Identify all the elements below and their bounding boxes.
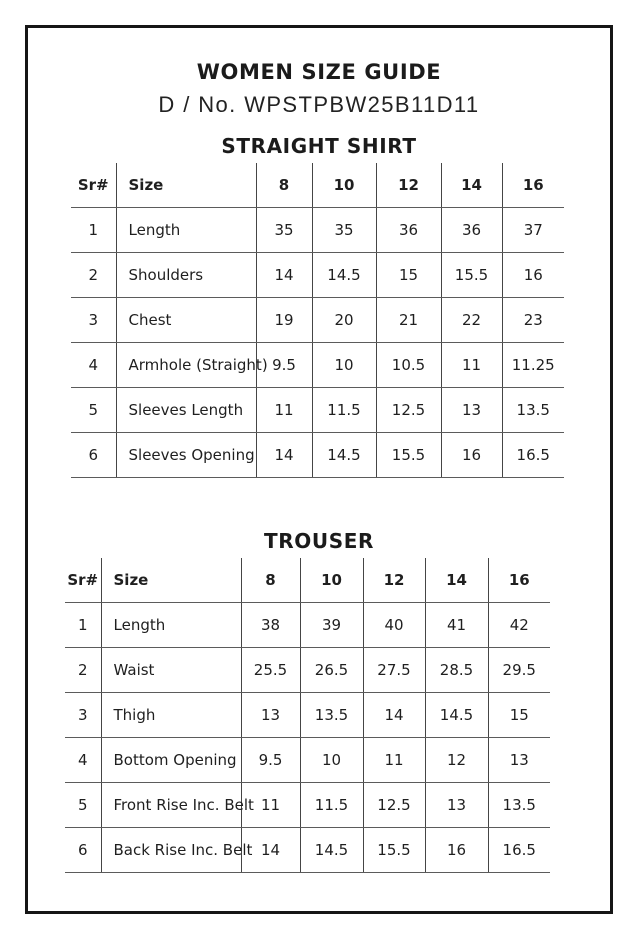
measurement-label-cell: Bottom Opening bbox=[101, 738, 241, 783]
value-cell: 14.5 bbox=[312, 433, 376, 478]
value-cell: 12 bbox=[425, 738, 488, 783]
value-cell: 15 bbox=[488, 693, 550, 738]
value-cell: 16 bbox=[502, 253, 564, 298]
column-header: 8 bbox=[256, 163, 312, 208]
table-row bbox=[71, 388, 564, 433]
column-header: 16 bbox=[488, 558, 550, 603]
value-cell: 14.5 bbox=[312, 253, 376, 298]
header-row bbox=[65, 558, 550, 603]
sr-cell: 4 bbox=[65, 738, 101, 783]
sr-cell: 2 bbox=[71, 253, 116, 298]
value-cell: 20 bbox=[312, 298, 376, 343]
value-cell: 12.5 bbox=[363, 783, 425, 828]
value-cell: 25.5 bbox=[241, 648, 300, 693]
value-cell: 27.5 bbox=[363, 648, 425, 693]
straight-shirt-size-table bbox=[71, 163, 564, 478]
value-cell: 9.5 bbox=[241, 738, 300, 783]
column-header: 14 bbox=[441, 163, 502, 208]
value-cell: 11.5 bbox=[300, 783, 363, 828]
value-cell: 16 bbox=[441, 433, 502, 478]
column-header: 14 bbox=[425, 558, 488, 603]
value-cell: 40 bbox=[363, 603, 425, 648]
value-cell: 10.5 bbox=[376, 343, 441, 388]
value-cell: 19 bbox=[256, 298, 312, 343]
value-cell: 28.5 bbox=[425, 648, 488, 693]
value-cell: 11 bbox=[363, 738, 425, 783]
value-cell: 13 bbox=[241, 693, 300, 738]
value-cell: 14 bbox=[363, 693, 425, 738]
column-header: Size bbox=[116, 163, 256, 208]
sr-cell: 5 bbox=[65, 783, 101, 828]
value-cell: 15.5 bbox=[363, 828, 425, 873]
value-cell: 16 bbox=[425, 828, 488, 873]
value-cell: 13.5 bbox=[488, 783, 550, 828]
measurement-label-cell: Front Rise Inc. Belt bbox=[101, 783, 241, 828]
value-cell: 13.5 bbox=[502, 388, 564, 433]
sr-cell: 4 bbox=[71, 343, 116, 388]
table-row bbox=[65, 693, 550, 738]
value-cell: 21 bbox=[376, 298, 441, 343]
table-row bbox=[65, 603, 550, 648]
value-cell: 15.5 bbox=[441, 253, 502, 298]
page-frame bbox=[25, 25, 613, 914]
measurement-label-cell: Thigh bbox=[101, 693, 241, 738]
sr-cell: 6 bbox=[65, 828, 101, 873]
table-row bbox=[65, 783, 550, 828]
measurement-label-cell: Chest bbox=[116, 298, 256, 343]
measurement-label-cell: Sleeves Opening bbox=[116, 433, 256, 478]
measurement-label-cell: Armhole (Straight) bbox=[116, 343, 256, 388]
sr-cell: 6 bbox=[71, 433, 116, 478]
header-row bbox=[71, 163, 564, 208]
value-cell: 37 bbox=[502, 208, 564, 253]
value-cell: 11.25 bbox=[502, 343, 564, 388]
measurement-label-cell: Sleeves Length bbox=[116, 388, 256, 433]
table-row bbox=[71, 298, 564, 343]
value-cell: 10 bbox=[312, 343, 376, 388]
value-cell: 35 bbox=[256, 208, 312, 253]
value-cell: 38 bbox=[241, 603, 300, 648]
value-cell: 22 bbox=[441, 298, 502, 343]
measurement-label-cell: Waist bbox=[101, 648, 241, 693]
measurement-label-cell: Shoulders bbox=[116, 253, 256, 298]
value-cell: 13 bbox=[441, 388, 502, 433]
column-header: Sr# bbox=[71, 163, 116, 208]
sr-cell: 1 bbox=[65, 603, 101, 648]
value-cell: 36 bbox=[376, 208, 441, 253]
column-header: 16 bbox=[502, 163, 564, 208]
value-cell: 16.5 bbox=[502, 433, 564, 478]
value-cell: 29.5 bbox=[488, 648, 550, 693]
value-cell: 14 bbox=[241, 828, 300, 873]
table-row bbox=[71, 433, 564, 478]
value-cell: 13 bbox=[425, 783, 488, 828]
table-row bbox=[65, 648, 550, 693]
trouser-size-table bbox=[65, 558, 550, 873]
table-row bbox=[71, 208, 564, 253]
table-row bbox=[65, 828, 550, 873]
value-cell: 12.5 bbox=[376, 388, 441, 433]
table-row bbox=[71, 343, 564, 388]
value-cell: 23 bbox=[502, 298, 564, 343]
table-row bbox=[65, 738, 550, 783]
column-header: Size bbox=[101, 558, 241, 603]
sr-cell: 5 bbox=[71, 388, 116, 433]
design-number: D / No. WPSTPBW25B11D11 bbox=[158, 92, 480, 117]
value-cell: 39 bbox=[300, 603, 363, 648]
value-cell: 11 bbox=[441, 343, 502, 388]
column-header: Sr# bbox=[65, 558, 101, 603]
column-header: 12 bbox=[363, 558, 425, 603]
measurement-label-cell: Length bbox=[116, 208, 256, 253]
value-cell: 14.5 bbox=[425, 693, 488, 738]
value-cell: 41 bbox=[425, 603, 488, 648]
value-cell: 14 bbox=[256, 253, 312, 298]
column-header: 10 bbox=[312, 163, 376, 208]
sr-cell: 2 bbox=[65, 648, 101, 693]
section-title-straight-shirt: STRAIGHT SHIRT bbox=[221, 134, 417, 158]
value-cell: 15 bbox=[376, 253, 441, 298]
column-header: 8 bbox=[241, 558, 300, 603]
page-title: WOMEN SIZE GUIDE bbox=[196, 60, 442, 84]
sr-cell: 1 bbox=[71, 208, 116, 253]
sr-cell: 3 bbox=[65, 693, 101, 738]
value-cell: 9.5 bbox=[256, 343, 312, 388]
sr-cell: 3 bbox=[71, 298, 116, 343]
value-cell: 11 bbox=[241, 783, 300, 828]
value-cell: 42 bbox=[488, 603, 550, 648]
value-cell: 26.5 bbox=[300, 648, 363, 693]
column-header: 12 bbox=[376, 163, 441, 208]
measurement-label-cell: Back Rise Inc. Belt bbox=[101, 828, 241, 873]
column-header: 10 bbox=[300, 558, 363, 603]
value-cell: 14 bbox=[256, 433, 312, 478]
measurement-label-cell: Length bbox=[101, 603, 241, 648]
value-cell: 13.5 bbox=[300, 693, 363, 738]
value-cell: 16.5 bbox=[488, 828, 550, 873]
value-cell: 11.5 bbox=[312, 388, 376, 433]
value-cell: 14.5 bbox=[300, 828, 363, 873]
section-title-trouser: TROUSER bbox=[264, 529, 374, 553]
value-cell: 10 bbox=[300, 738, 363, 783]
value-cell: 36 bbox=[441, 208, 502, 253]
table-row bbox=[71, 253, 564, 298]
value-cell: 35 bbox=[312, 208, 376, 253]
value-cell: 11 bbox=[256, 388, 312, 433]
value-cell: 15.5 bbox=[376, 433, 441, 478]
value-cell: 13 bbox=[488, 738, 550, 783]
